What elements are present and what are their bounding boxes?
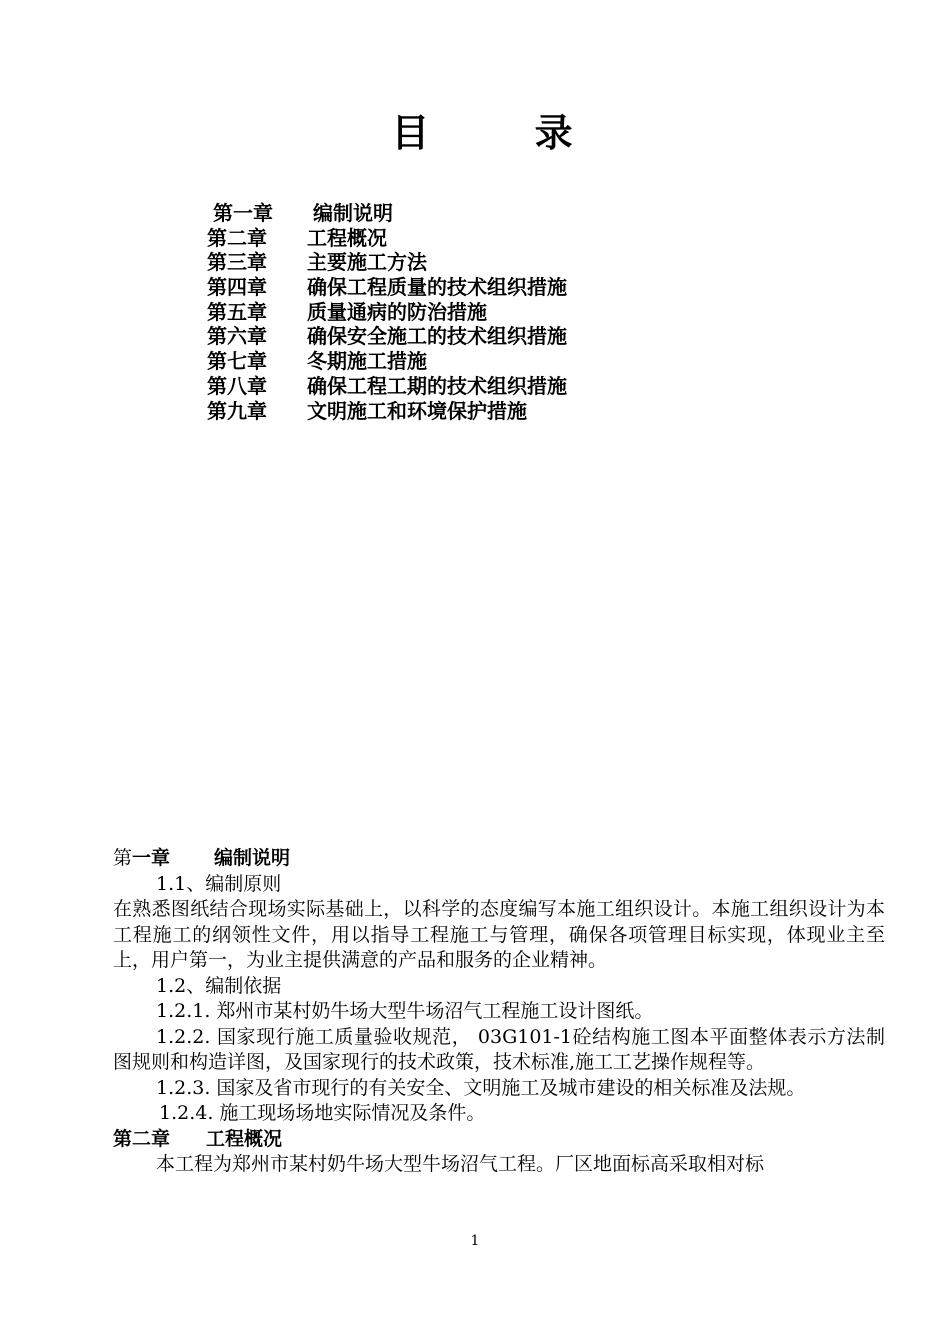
list-item: 1.2.1. 郑州市某村奶牛场大型牛场沼气工程施工设计图纸。	[156, 1000, 654, 1022]
toc-title: 冬期施工措施	[307, 349, 427, 374]
toc-title: 主要施工方法	[307, 250, 427, 275]
table-of-contents	[207, 201, 567, 423]
toc-item	[207, 300, 567, 325]
toc-chapter: 第八章	[207, 373, 267, 398]
document-body	[113, 846, 885, 1178]
toc-item	[207, 374, 567, 399]
toc-item	[207, 226, 567, 251]
chapter-1-heading	[113, 846, 885, 872]
toc-title: 质量通病的防治措施	[307, 299, 487, 324]
toc-chapter: 第七章	[207, 349, 267, 374]
list-item: 1.2.3. 国家及省市现行的有关安全、文明施工及城市建设的相关标准及法规。	[156, 1076, 806, 1099]
paragraph: 本工程为郑州市某村奶牛场大型牛场沼气工程。厂区地面标高采取相对标	[156, 1153, 765, 1175]
toc-chapter: 第一章	[213, 201, 273, 225]
toc-title: 确保安全施工的技术组织措施	[307, 324, 567, 349]
chapter-1-title: 编制说明	[214, 847, 291, 869]
toc-chapter: 第三章	[207, 250, 267, 275]
toc-title: 工程概况	[307, 225, 387, 250]
toc-title: 编制说明	[313, 201, 393, 225]
chapter-2-heading	[113, 1127, 885, 1153]
section-1-2-heading: 1.2、编制依据	[156, 974, 282, 997]
chapter-2-title: 工程概况	[206, 1127, 283, 1150]
chapter-2-label: 第二章	[113, 1127, 171, 1150]
section-1-1-heading: 1.1、编制原则	[156, 872, 282, 895]
toc-item	[207, 399, 567, 424]
toc-chapter: 第二章	[207, 225, 267, 250]
page-number: 1	[470, 1233, 480, 1249]
toc-item	[207, 275, 567, 300]
chapter-1-label-prefix: 第	[113, 847, 133, 869]
toc-item	[207, 250, 567, 275]
list-item: 1.2.2. 国家现行施工质量验收规范， 03G101-1砼结构施工图本平面整体表示方法制图规则和构造详图，及国家现行的技术政策，技术标准,施工工艺操作规程等。	[113, 1025, 885, 1073]
paragraph: 在熟悉图纸结合现场实际基础上，以科学的态度编写本施工组织设计。本施工组织设计为本工程施工的纲领性文件，用以指导工程施工与管理，确保各项管理目标实现，体现业主至上，用户第一，为业主提供满意的产品和服务的企业精神。	[113, 898, 885, 971]
toc-chapter: 第九章	[207, 398, 267, 423]
toc-item	[207, 324, 567, 349]
toc-chapter: 第五章	[207, 299, 267, 324]
toc-chapter: 第四章	[207, 275, 267, 300]
toc-chapter: 第六章	[207, 324, 267, 349]
chapter-1-label: 一章	[132, 847, 171, 869]
toc-item	[207, 201, 567, 226]
toc-title: 确保工程工期的技术组织措施	[307, 373, 567, 398]
toc-item	[207, 349, 567, 374]
toc-title: 确保工程质量的技术组织措施	[307, 275, 567, 300]
list-item: 1.2.4. 施工现场场地实际情况及条件。	[159, 1102, 486, 1124]
page-title: 目 录	[391, 111, 619, 155]
toc-title: 文明施工和环境保护措施	[307, 398, 527, 423]
